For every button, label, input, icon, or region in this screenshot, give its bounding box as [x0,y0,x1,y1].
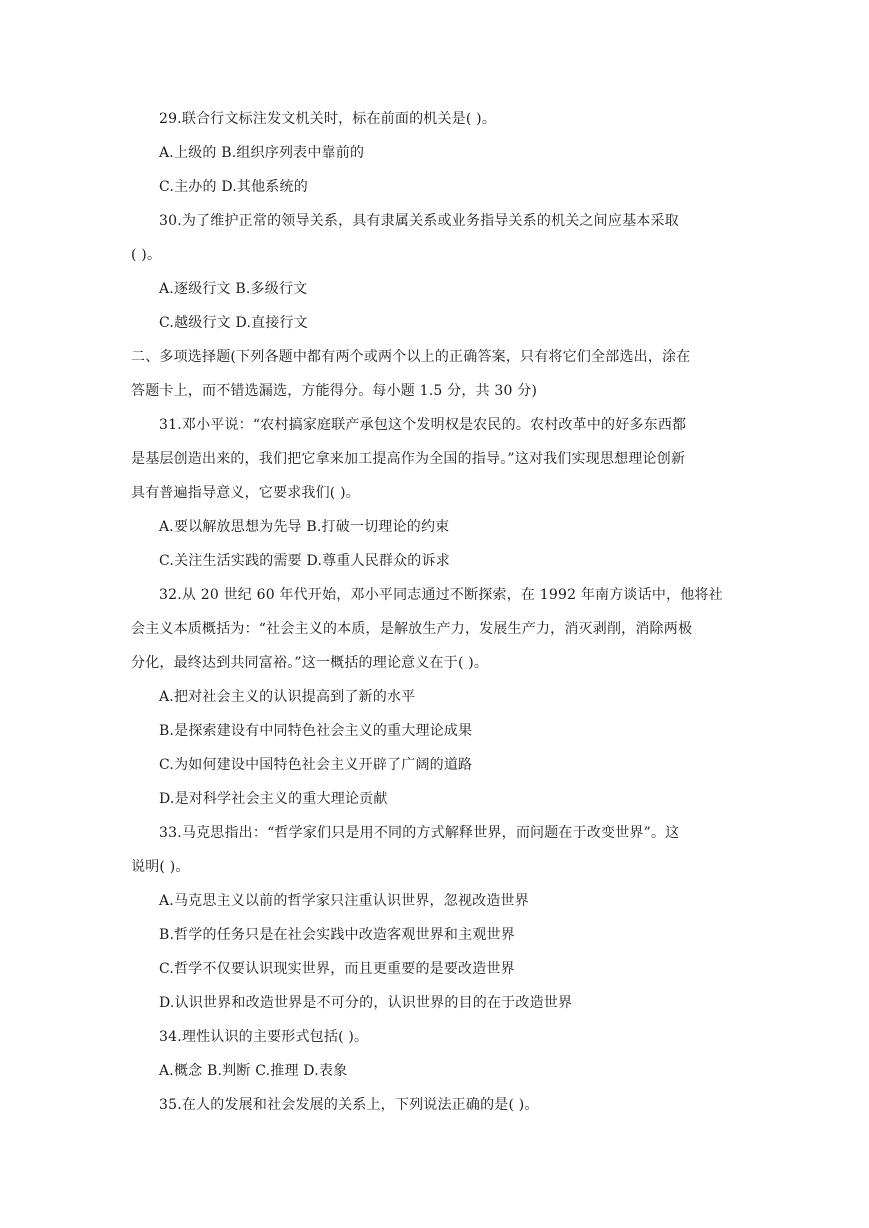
question-33-stem-cont: 说明( )。 [131,859,190,875]
question-30-options-cd: C.越级行文 D.直接行文 [159,315,308,331]
question-31-options-cd: C.关注生活实践的需要 D.尊重人民群众的诉求 [159,553,450,569]
question-32-stem-cont-2: 分化，最终达到共同富裕。”这一概括的理论意义在于( )。 [131,655,489,671]
question-31-stem-cont-1: 是基层创造出来的，我们把它拿来加工提高作为全国的指导。”这对我们实现思想理论创新 [131,451,686,467]
question-32-option-a: A.把对社会主义的认识提高到了新的水平 [159,689,416,705]
document-body [131,108,739,1128]
question-29-options-cd: C.主办的 D.其他系统的 [159,179,308,195]
question-34-options: A.概念 B.判断 C.推理 D.表象 [159,1063,348,1079]
question-30-options-ab: A.逐级行文 B.多级行文 [159,281,308,297]
question-33-option-d: D.认识世界和改造世界是不可分的，认识世界的目的在于改造世界 [159,995,573,1011]
question-32-option-d: D.是对科学社会主义的重大理论贡献 [159,791,388,807]
question-31-options-ab: A.要以解放思想为先导 B.打破一切理论的约束 [159,519,450,535]
question-33-option-b: B.哲学的任务只是在社会实践中改造客观世界和主观世界 [159,927,515,943]
question-32-stem: 32.从 20 世纪 60 年代开始，邓小平同志通过不断探索，在 1992 年南方谈话中，他将社 [159,587,723,603]
question-32-stem-cont-1: 会主义本质概括为：“社会主义的本质，是解放生产力，发展生产力，消灭剥削，消除两极 [131,621,693,637]
question-33-stem: 33.马克思指出：“哲学家们只是用不同的方式解释世界，而问题在于改变世界”。这 [159,825,680,841]
question-31-stem: 31.邓小平说：“农村搞家庭联产承包这个发明权是农民的。农村改革中的好多东西都 [159,417,687,433]
question-29-options-ab: A.上级的 B.组织序列表中靠前的 [159,145,365,161]
question-30-stem-cont: ( )。 [131,247,162,263]
section-heading-multiple-choice-cont: 答题卡上，而不错选漏选，方能得分。每小题 1.5 分，共 30 分) [131,383,538,399]
question-33-option-c: C.哲学不仅要认识现实世界，而且更重要的是要改造世界 [159,961,515,977]
section-heading-multiple-choice: 二、多项选择题(下列各题中都有两个或两个以上的正确答案，只有将它们全部选出，涂在 [131,349,691,365]
question-32-option-b: B.是探索建设有中同特色社会主义的重大理论成果 [159,723,473,739]
question-35-stem: 35.在人的发展和社会发展的关系上，下列说法正确的是( )。 [159,1097,539,1113]
question-30-stem: 30.为了维护正常的领导关系，具有隶属关系或业务指导关系的机关之间应基本采取 [159,213,679,229]
question-34-stem: 34.理性认识的主要形式包括( )。 [159,1029,369,1045]
question-32-option-c: C.为如何建设中国特色社会主义开辟了广阔的道路 [159,757,473,773]
question-29-stem: 29.联合行文标注发文机关时，标在前面的机关是( )。 [159,111,497,127]
question-33-option-a: A.马克思主义以前的哲学家只注重认识世界，忽视改造世界 [159,893,529,909]
question-31-stem-cont-2: 具有普遍指导意义，它要求我们( )。 [131,485,360,501]
